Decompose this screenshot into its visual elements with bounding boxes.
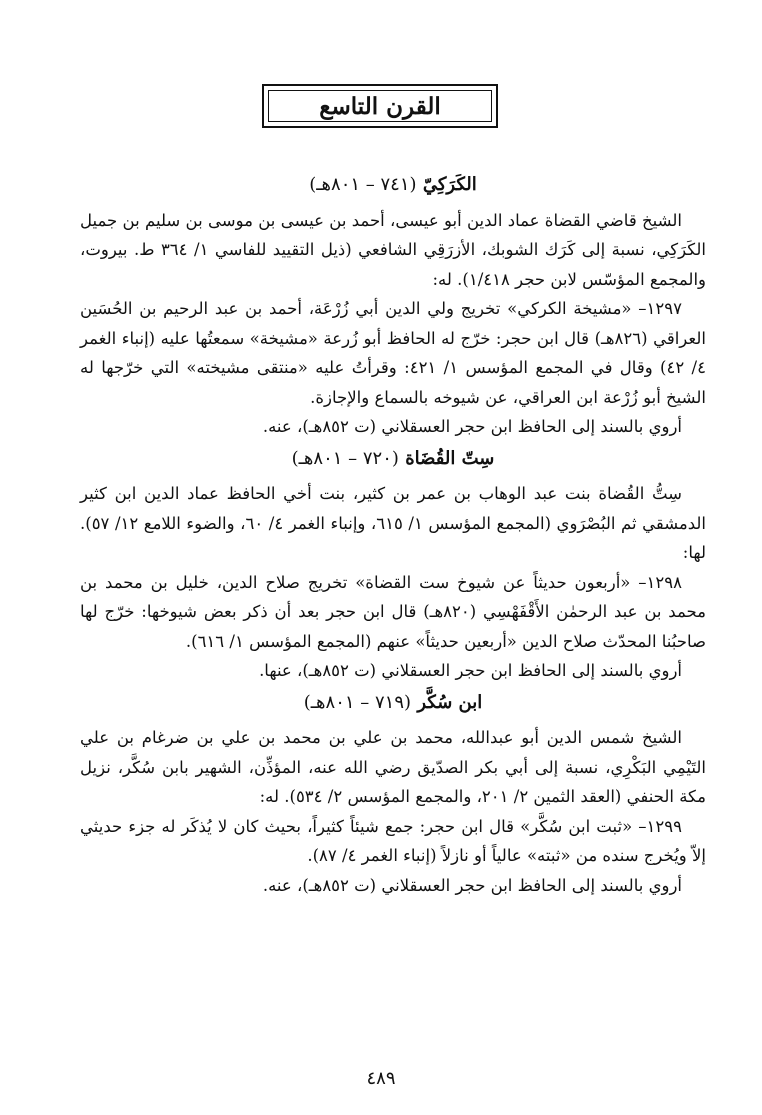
entry-name: ابن سُكَّر: [417, 691, 483, 713]
entry-isnad: أروي بالسند إلى الحافظ ابن حجر العسقلاني (ت ٨٥٢هـ)، عنه.: [262, 875, 682, 895]
entry-dates: (٧٤١ – ٨٠١هـ): [309, 174, 417, 195]
entry-item: ١٢٩٧– «مشيخة الكركي» تخريج ولي الدين أبي زُرْعَة، أحمد بن عبد الرحيم بن الحُسَين العراقي (٨٢٦هـ) قال ابن حجر: خرّج له الحافظ أبو زُرعة «مشيخة» سمعتُها عليه (إنباء الغمر ٤/ ٤٢) وقال في المجمع المؤسس ١/ ٤٢١: وقرأتُ عليه «منتقى مشيخته» التي خرّجها له الشيخ أبو زُرْعة ابن العراقي، عن شيوخه بالسماع والإجازة.: [80, 299, 706, 407]
entry-bio: الشيخ شمس الدين أبو عبدالله، محمد بن علي بن محمد بن علي بن ضرغام بن علي التَيْمِي البَكْرِي، نسبة إلى أبي بكر الصدّيق رضي الله عنه، المؤذِّن، الشهير بابن سُكَّر، نزيل مكة الحنفي (العقد الثمين ٢/ ٢٠١، والمجمع المؤسس ٢/ ٥٣٤). له:: [80, 728, 706, 806]
page-content: [80, 168, 706, 900]
chapter-title: القرن التاسع: [319, 92, 441, 120]
page-number: ٤٨٩: [366, 1068, 396, 1089]
entry-heading: [80, 688, 706, 718]
entry-item: ١٢٩٨– «أربعون حديثاً عن شيوخ ست القضاة» تخريج صلاح الدين، خليل بن محمد بن محمد بن عبد الرحمٰن الأَقْفَهْسِي (٨٢٠هـ) قال ابن حجر بعد أن ذكر بعض شيوخها: خرّج لها صاحبُنا المحدّث صلاح الدين «أربعين حديثاً» عنهم (المجمع المؤسس ١/ ٦١٦).: [80, 572, 706, 651]
entry-isnad: أروي بالسند إلى الحافظ ابن حجر العسقلاني (ت ٨٥٢هـ)، عنه.: [262, 417, 682, 436]
entry-item: ١٢٩٩– «ثبت ابن سُكَّر» قال ابن حجر: جمع شيئاً كثيراً، بحيث كان لا يُذكَر له جزء حديثي إلاّ ويُخرج سنده من «ثبته» عالياً أو نازلاً (إنباء الغمر ٤/ ٨٧).: [80, 816, 706, 865]
entry-name: الكَرَكِيّ: [422, 174, 477, 195]
entry-name: سِتّ القُضَاة: [405, 447, 495, 469]
entry-bio: الشيخ قاضي القضاة عماد الدين أبو عيسى، أحمد بن عيسى بن موسى بن سليم بن جميل الكَرَكِي، نسبة إلى كَرَك الشوبك، الأزرَقِي الشافعي (ذيل التقييد للفاسي ١/ ٣٦٤ ط. بيروت، والمجمع المؤسّس لابن حجر ١/٤١٨). له:: [80, 210, 706, 289]
entry-dates: (٧١٩ – ٨٠١هـ): [303, 691, 412, 713]
entry-heading: [80, 170, 706, 200]
entry-heading: [80, 444, 706, 474]
entry-bio: سِتُّ القُضاة بنت عبد الوهاب بن عمر بن كثير، بنت أخي الحافظ عماد الدين ابن كثير الدمشقي ثم البُصْرَوي (المجمع المؤسس ١/ ٦١٥، وإنباء الغمر ٤/ ٦٠، والضوء اللامع ١٢/ ٥٧). لها:: [80, 484, 707, 562]
entry-isnad: أروي بالسند إلى الحافظ ابن حجر العسقلاني (ت ٨٥٢هـ)، عنها.: [259, 661, 682, 680]
entry-dates: (٧٢٠ – ٨٠١هـ): [291, 447, 399, 469]
chapter-title-box: [262, 84, 498, 128]
